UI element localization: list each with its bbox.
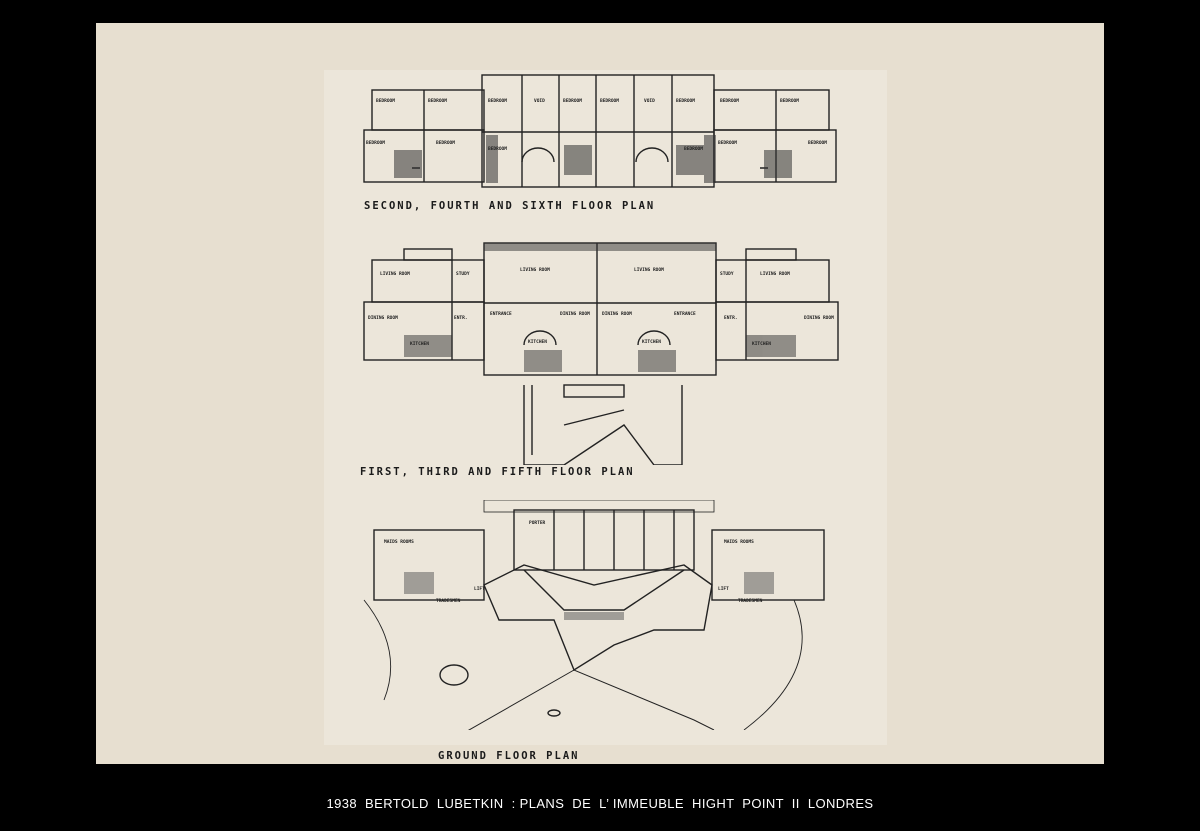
upper-room-label-5: BEDROOM	[563, 99, 582, 104]
ground-room-label-3: PORTER	[529, 521, 546, 526]
ground-floor-plan-label: GROUND FLOOR PLAN	[438, 750, 580, 762]
slide-panel	[96, 23, 1104, 764]
upper-room-label-11: BEDROOM	[366, 141, 385, 146]
ground-floor-plan-drawing	[324, 500, 887, 730]
ground-room-label-5: LIFT	[718, 587, 729, 592]
upper-room-label-16: BEDROOM	[808, 141, 827, 146]
ground-room-label-4: LIFT	[474, 587, 485, 592]
middle-room-label-3: LIVING ROOM	[520, 268, 550, 273]
middle-room-label-8: ENTR.	[454, 316, 468, 321]
middle-room-label-16: KITCHEN	[528, 340, 547, 345]
middle-floor-plan-label: FIRST, THIRD AND FIFTH FLOOR PLAN	[360, 466, 635, 478]
ground-room-label-7: TRADESMEN	[738, 599, 763, 604]
ground-room-label-1: MAIDS ROOMS	[384, 540, 414, 545]
middle-room-label-10: DINING ROOM	[560, 312, 590, 317]
upper-room-label-14: BEDROOM	[684, 147, 703, 152]
middle-room-label-4: LIVING ROOM	[634, 268, 664, 273]
upper-room-label-8: BEDROOM	[676, 99, 695, 104]
slide-caption: 1938 BERTOLD LUBETKIN : PLANS DE L’ IMMEUBLE HIGHT POINT II LONDRES	[326, 796, 874, 811]
middle-room-label-11: DINING ROOM	[602, 312, 632, 317]
middle-room-label-14: DINING ROOM	[804, 316, 834, 321]
middle-room-label-1: LIVING ROOM	[380, 272, 410, 277]
middle-room-label-5: STUDY	[720, 272, 734, 277]
middle-room-label-7: DINING ROOM	[368, 316, 398, 321]
upper-floor-plan-label: SECOND, FOURTH AND SIXTH FLOOR PLAN	[364, 200, 656, 212]
middle-room-label-9: ENTRANCE	[490, 312, 512, 317]
ground-room-label-2: MAIDS ROOMS	[724, 540, 754, 545]
upper-room-label-1: BEDROOM	[376, 99, 395, 104]
upper-room-label-12: BEDROOM	[436, 141, 455, 146]
upper-room-label-3: BEDROOM	[488, 99, 507, 104]
upper-room-label-4: VOID	[534, 99, 545, 104]
upper-floor-plan-drawing	[324, 70, 887, 210]
upper-room-label-2: BEDROOM	[428, 99, 447, 104]
middle-room-label-17: KITCHEN	[642, 340, 661, 345]
middle-room-label-13: ENTR.	[724, 316, 738, 321]
upper-room-label-10: BEDROOM	[780, 99, 799, 104]
ground-room-label-6: TRADESMEN	[436, 599, 461, 604]
upper-room-label-6: BEDROOM	[600, 99, 619, 104]
upper-room-label-7: VOID	[644, 99, 655, 104]
upper-room-label-13: BEDROOM	[488, 147, 507, 152]
middle-room-label-15: KITCHEN	[410, 342, 429, 347]
middle-room-label-12: ENTRANCE	[674, 312, 696, 317]
middle-floor-plan-drawing	[324, 235, 887, 465]
middle-room-label-18: KITCHEN	[752, 342, 771, 347]
upper-room-label-9: BEDROOM	[720, 99, 739, 104]
upper-room-label-15: BEDROOM	[718, 141, 737, 146]
middle-room-label-6: LIVING ROOM	[760, 272, 790, 277]
middle-room-label-2: STUDY	[456, 272, 470, 277]
plan-sheet	[324, 70, 887, 762]
